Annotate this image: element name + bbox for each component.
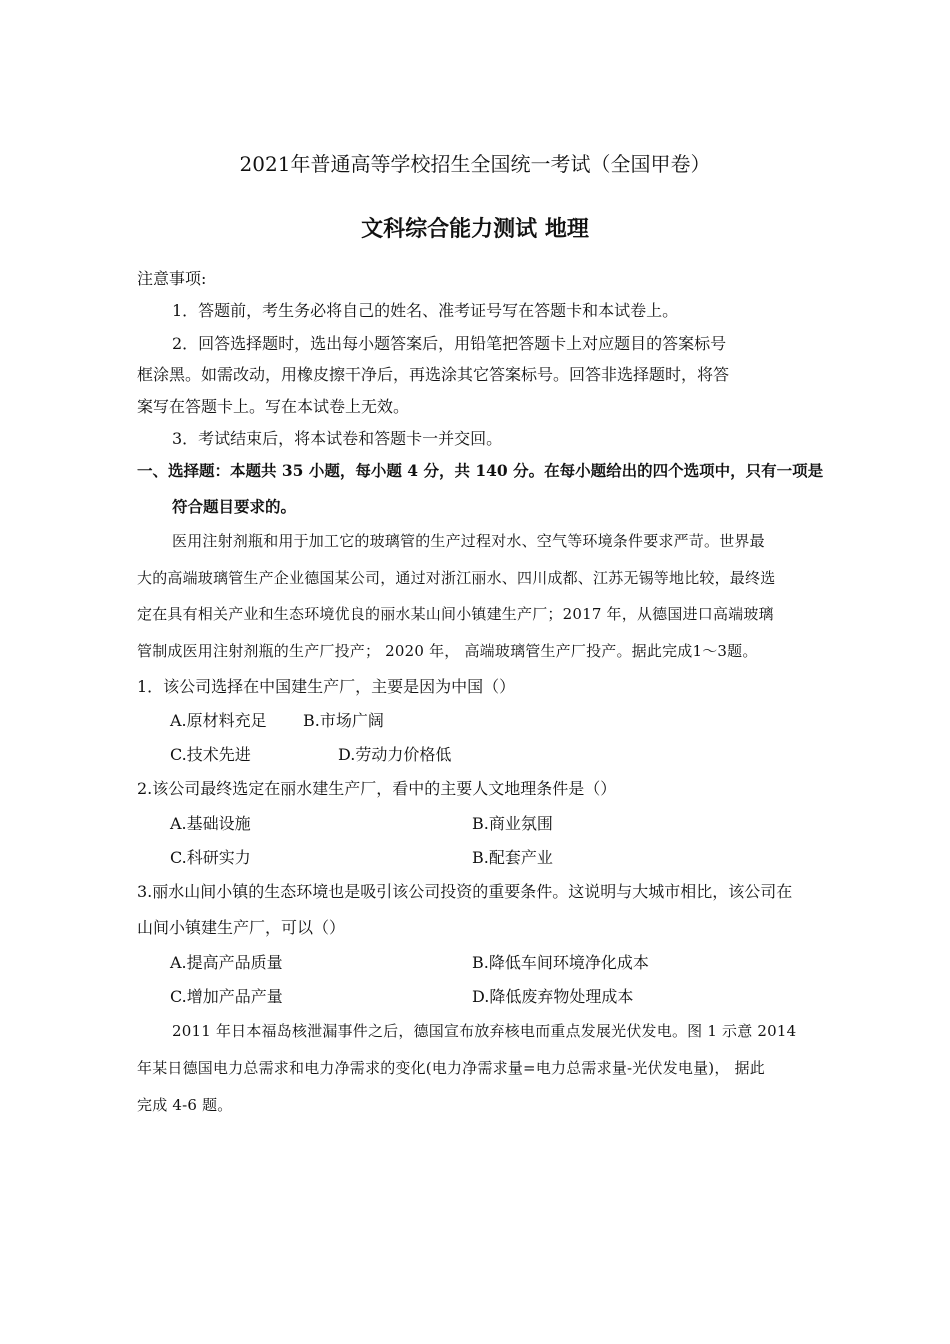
question-2-option-a: A.基础设施 (170, 814, 251, 833)
notice-item-1: 1．答题前，考生务必将自己的姓名、准考证号写在答题卡和本试卷上。 (172, 301, 679, 320)
passage-2-line-3: 完成 4-6 题。 (137, 1096, 233, 1114)
question-2-option-b: B.商业氛围 (472, 814, 553, 833)
passage-1-line-3: 定在具有相关产业和生态环境优良的丽水某山间小镇建生产厂；2017 年，从德国进口高端玻璃 (137, 605, 774, 623)
passage-2-line-2: 年某日德国电力总需求和电力净需求的变化(电力净需求量=电力总需求量-光伏发电量)， 据此 (137, 1059, 765, 1077)
exam-title: 2021年普通高等学校招生全国统一考试（全国甲卷） (239, 152, 711, 176)
passage-1-line-4: 管制成医用注射剂瓶的生产厂投产； 2020 年， 高端玻璃管生产厂投产。据此完成1～3题。 (137, 642, 758, 660)
section-heading-line-1: 一、选择题：本题共 35 小题，每小题 4 分，共 140 分。在每小题给出的四个选项中，只有一项是 (137, 461, 824, 480)
notice-item-2-line-2: 框涂黑。如需改动，用橡皮擦干净后，再选涂其它答案标号。回答非选择题时，将答 (137, 365, 730, 384)
question-1-option-c: C.技术先进 (170, 745, 251, 764)
question-3-stem-line-1: 3.丽水山间小镇的生态环境也是吸引该公司投资的重要条件。这说明与大城市相比，该公司在 (137, 882, 793, 901)
subject-title: 文科综合能力测试 地理 (361, 216, 589, 242)
question-1-stem: 1．该公司选择在中国建生产厂，主要是因为中国（） (137, 677, 516, 696)
section-heading-line-2: 符合题目要求的。 (172, 497, 297, 516)
notice-item-3: 3．考试结束后，将本试卷和答题卡一并交回。 (172, 429, 503, 448)
question-1-option-a: A.原材料充足 (170, 711, 267, 730)
question-3-option-b: B.降低车间环境净化成本 (472, 953, 649, 972)
question-3-option-a: A.提高产品质量 (170, 953, 283, 972)
question-2-option-d: B.配套产业 (472, 848, 553, 867)
passage-1-line-2: 大的高端玻璃管生产企业德国某公司，通过对浙江丽水、四川成都、江苏无锡等地比较，最终选 (137, 569, 776, 587)
notice-item-2-line-1: 2．回答选择题时，选出每小题答案后，用铅笔把答题卡上对应题目的答案标号 (172, 334, 727, 353)
notice-item-2-line-3: 案写在答题卡上。写在本试卷上无效。 (137, 397, 410, 416)
question-2-option-c: C.科研实力 (170, 848, 251, 867)
question-3-stem-line-2: 山间小镇建生产厂，可以（） (137, 918, 346, 937)
question-3-option-d: D.降低废弃物处理成本 (472, 987, 634, 1006)
notice-heading: 注意事项: (137, 269, 207, 288)
question-1-option-d: D.劳动力价格低 (338, 745, 452, 764)
question-3-option-c: C.增加产品产量 (170, 987, 283, 1006)
question-2-stem: 2.该公司最终选定在丽水建生产厂，看中的主要人文地理条件是（） (137, 779, 617, 798)
passage-1-line-1: 医用注射剂瓶和用于加工它的玻璃管的生产过程对水、空气等环境条件要求严苛。世界最 (172, 532, 765, 550)
passage-2-line-1: 2011 年日本福岛核泄漏事件之后，德国宣布放弃核电而重点发展光伏发电。图 1 示意 2014 (172, 1022, 797, 1040)
question-1-option-b: B.市场广阔 (303, 711, 384, 730)
